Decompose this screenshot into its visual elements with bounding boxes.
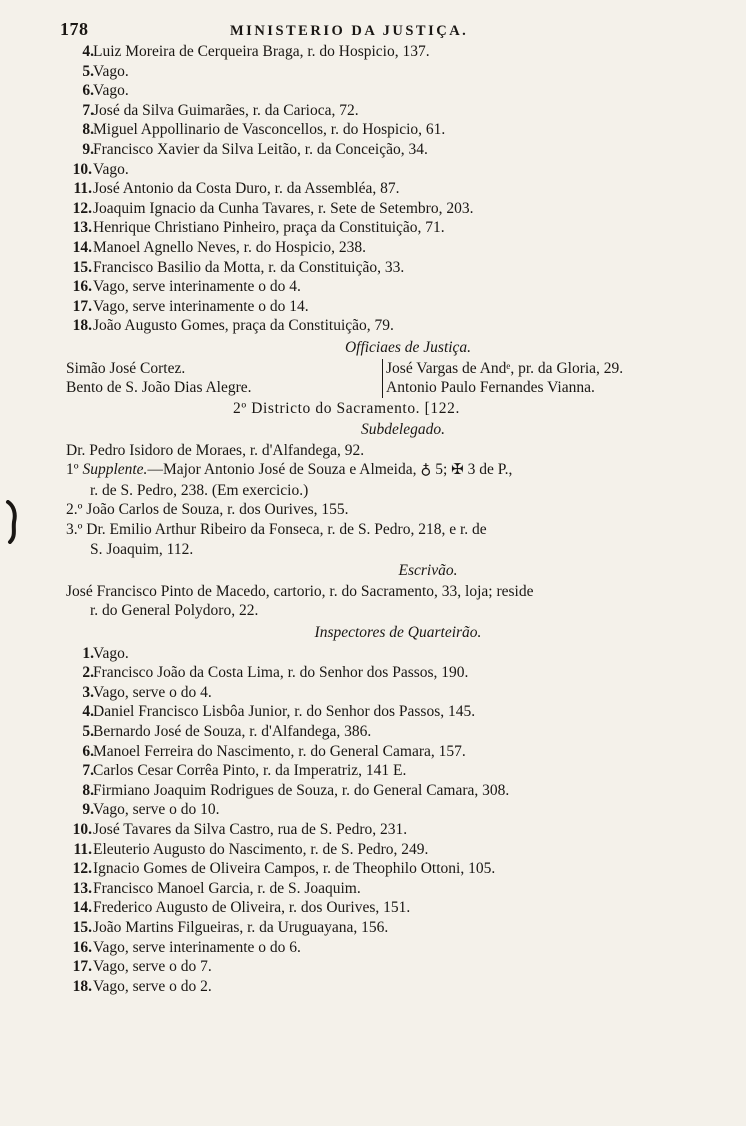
escrivao-heading: Escrivão. (398, 562, 458, 580)
officiaes-columns (0, 359, 746, 399)
list-item (0, 820, 746, 840)
entry-text: Vago. (93, 62, 129, 80)
entry-number: 4. (82, 43, 94, 60)
entry-text: José da Silva Guimarães, r. da Carioca, 72. (93, 101, 359, 119)
decoration-count: 5; (435, 461, 448, 479)
entry-text: Vago. (93, 82, 129, 100)
entry-text: Vago, serve o do 10. (93, 801, 220, 819)
third-supplente-text: 3.º Dr. Emilio Arthur Ribeiro da Fonseca, r. de S. Pedro, 218, e r. de (66, 521, 487, 539)
list-item (0, 702, 746, 722)
list-item (0, 898, 746, 918)
entry-text: Henrique Christiano Pinheiro, praça da Constituição, 71. (93, 219, 445, 237)
entry-text: Francisco João da Costa Lima, r. do Senhor dos Passos, 190. (93, 664, 469, 682)
list-item (0, 761, 746, 781)
entry-number: 7. (82, 101, 94, 119)
third-supplente-address: S. Joaquim, 112. (90, 540, 194, 558)
page-number: 178 (60, 19, 89, 39)
entry-text: João Augusto Gomes, praça da Constituição, 79. (93, 317, 394, 335)
list-item (0, 140, 746, 160)
list-item (0, 644, 746, 664)
decoration-order-icon: ♁ (420, 462, 432, 479)
officiaes-right-name: José Vargas de Andᵉ, pr. da Gloria, 29. (386, 359, 624, 377)
entry-number: 17. (72, 958, 92, 976)
entry-number: 8. (82, 121, 94, 139)
entry-number: 8. (82, 781, 94, 799)
third-supplente (0, 520, 746, 559)
page-content (0, 42, 746, 996)
entry-number: 5. (82, 62, 94, 80)
entry-number: 10. (72, 160, 92, 178)
entry-number: 12. (72, 860, 92, 878)
entry-number: 5. (82, 723, 94, 740)
subdelegado-heading: Subdelegado. (361, 421, 445, 439)
list-item (0, 781, 746, 801)
list-item (0, 957, 746, 977)
list-item (0, 81, 746, 101)
entry-number: 3. (82, 683, 94, 701)
entry-number: 14. (72, 238, 92, 256)
entry-text: Joaquim Ignacio da Cunha Tavares, r. Sete de Setembro, 203. (93, 199, 474, 217)
entry-number: 7. (82, 762, 94, 780)
subdelegado-name (0, 441, 746, 461)
district-title: 2º Districto do Sacramento. [122. (233, 399, 460, 417)
entries-list-1 (0, 42, 746, 336)
subdelegado-text: Dr. Pedro Isidoro de Moraes, r. d'Alfandega, 92. (66, 441, 365, 459)
entry-text: Manoel Ferreira do Nascimento, r. do General Camara, 157. (93, 742, 466, 760)
entry-number: 6. (82, 82, 94, 100)
list-item (0, 101, 746, 121)
first-supplente-address: r. de S. Pedro, 238. (Em exercicio.) (90, 481, 309, 499)
escrivao-text: José Francisco Pinto de Macedo, cartorio, r. do Sacramento, 33, loja; reside (66, 582, 534, 600)
first-supplente-title: Supplente. (82, 461, 148, 479)
entry-number: 9. (82, 801, 94, 819)
entry-text: Miguel Appollinario de Vasconcellos, r. do Hospicio, 61. (93, 121, 446, 139)
entry-number: 16. (72, 278, 92, 296)
entry-text: Carlos Cesar Corrêa Pinto, r. da Imperatriz, 141 E. (93, 762, 407, 780)
inspectores-heading: Inspectores de Quarteirão. (314, 624, 482, 642)
list-item (0, 238, 746, 258)
list-item (0, 683, 746, 703)
running-title: MINISTERIO DA JUSTIÇA. (230, 23, 469, 39)
entry-text: Vago, serve o do 7. (93, 958, 212, 976)
entry-number: 9. (82, 140, 94, 158)
entry-text: Vago, serve o do 2. (93, 977, 212, 995)
escrivao-entry (0, 582, 746, 621)
entry-number: 11. (73, 180, 92, 198)
entry-number: 10. (72, 820, 92, 838)
officiaes-left-name: Bento de S. João Dias Alegre. (66, 379, 252, 397)
entry-text: Luiz Moreira de Cerqueira Braga, r. do Hospicio, 137. (93, 43, 430, 60)
list-item (0, 160, 746, 180)
entry-text: Ignacio Gomes de Oliveira Campos, r. de Theophilo Ottoni, 105. (93, 860, 496, 878)
first-supplente-prefix: 1º (66, 461, 79, 479)
second-supplente (0, 500, 746, 520)
list-item (0, 199, 746, 219)
entry-text: Bernardo José de Souza, r. d'Alfandega, 386. (93, 723, 372, 740)
entry-number: 13. (72, 219, 92, 237)
list-item (0, 277, 746, 297)
entry-number: 15. (72, 918, 92, 936)
list-item (0, 42, 746, 62)
list-item (0, 938, 746, 958)
list-item (0, 918, 746, 938)
decoration-count: 3 de P., (467, 461, 513, 479)
entry-text: Francisco Basilio da Motta, r. da Constituição, 33. (93, 258, 405, 276)
entry-text: Manoel Agnello Neves, r. do Hospicio, 238. (93, 238, 366, 256)
entry-number: 11. (73, 840, 92, 858)
list-item (0, 742, 746, 762)
entry-number: 14. (72, 899, 92, 917)
officiaes-right-name: Antonio Paulo Fernandes Vianna. (386, 379, 595, 397)
entry-text: José Tavares da Silva Castro, rua de S. Pedro, 231. (93, 820, 408, 838)
entry-text: Frederico Augusto de Oliveira, r. dos Ourives, 151. (93, 899, 411, 917)
escrivao-residence: r. do General Polydoro, 22. (90, 602, 259, 620)
entry-text: Eleuterio Augusto do Nascimento, r. de S. Pedro, 249. (93, 840, 429, 858)
entry-number: 16. (72, 938, 92, 956)
list-item (0, 663, 746, 683)
list-item (0, 859, 746, 879)
entry-text: Vago. (93, 644, 129, 662)
list-item (0, 879, 746, 899)
first-supplente-text: —Major Antonio José de Souza e Almeida, (147, 461, 417, 479)
list-item (0, 179, 746, 199)
list-item (0, 297, 746, 317)
entry-number: 4. (82, 703, 94, 721)
officiaes-left-column (66, 359, 376, 398)
entry-number: 18. (72, 317, 92, 335)
officiaes-right-column (382, 359, 716, 398)
entry-number: 12. (72, 199, 92, 217)
entry-number: 18. (72, 977, 92, 995)
entry-text: Francisco Manoel Garcia, r. de S. Joaquim. (93, 879, 361, 897)
entry-number: 15. (72, 258, 92, 276)
list-item (0, 840, 746, 860)
entry-text: Vago. (93, 160, 129, 178)
cross-order-icon: ✠ (451, 462, 464, 479)
entry-text: João Martins Filgueiras, r. da Uruguayana, 156. (93, 918, 389, 936)
page-header (60, 20, 716, 44)
list-item (0, 800, 746, 820)
list-item (0, 218, 746, 238)
entry-text: Vago, serve interinamente o do 6. (93, 938, 301, 956)
entry-text: Francisco Xavier da Silva Leitão, r. da Conceição, 34. (93, 140, 428, 158)
entry-text: Firmiano Joaquim Rodrigues de Souza, r. do General Camara, 308. (93, 781, 510, 799)
second-supplente-text: 2.º João Carlos de Souza, r. dos Ourives, 155. (66, 501, 349, 519)
entry-number: 2. (82, 664, 94, 682)
entry-text: Vago, serve interinamente o do 4. (93, 278, 301, 296)
entry-number: 1. (82, 644, 94, 662)
list-item (0, 316, 746, 336)
entry-number: 6. (82, 742, 94, 760)
inspectores-list (0, 644, 746, 997)
entry-text: José Antonio da Costa Duro, r. da Assembléa, 87. (93, 180, 400, 198)
entry-text: Vago, serve o do 4. (93, 683, 212, 701)
list-item (0, 258, 746, 278)
list-item (0, 722, 746, 742)
entry-number: 13. (72, 879, 92, 897)
officiaes-left-name: Simão José Cortez. (66, 359, 186, 377)
entry-text: Daniel Francisco Lisbôa Junior, r. do Senhor dos Passos, 145. (93, 703, 476, 721)
list-item (0, 977, 746, 997)
entry-text: Vago, serve interinamente o do 14. (93, 297, 309, 315)
first-supplente (0, 460, 746, 500)
officiaes-heading: Officiaes de Justiça. (344, 338, 472, 356)
list-item (0, 120, 746, 140)
list-item (0, 62, 746, 82)
entry-number: 17. (72, 297, 92, 315)
